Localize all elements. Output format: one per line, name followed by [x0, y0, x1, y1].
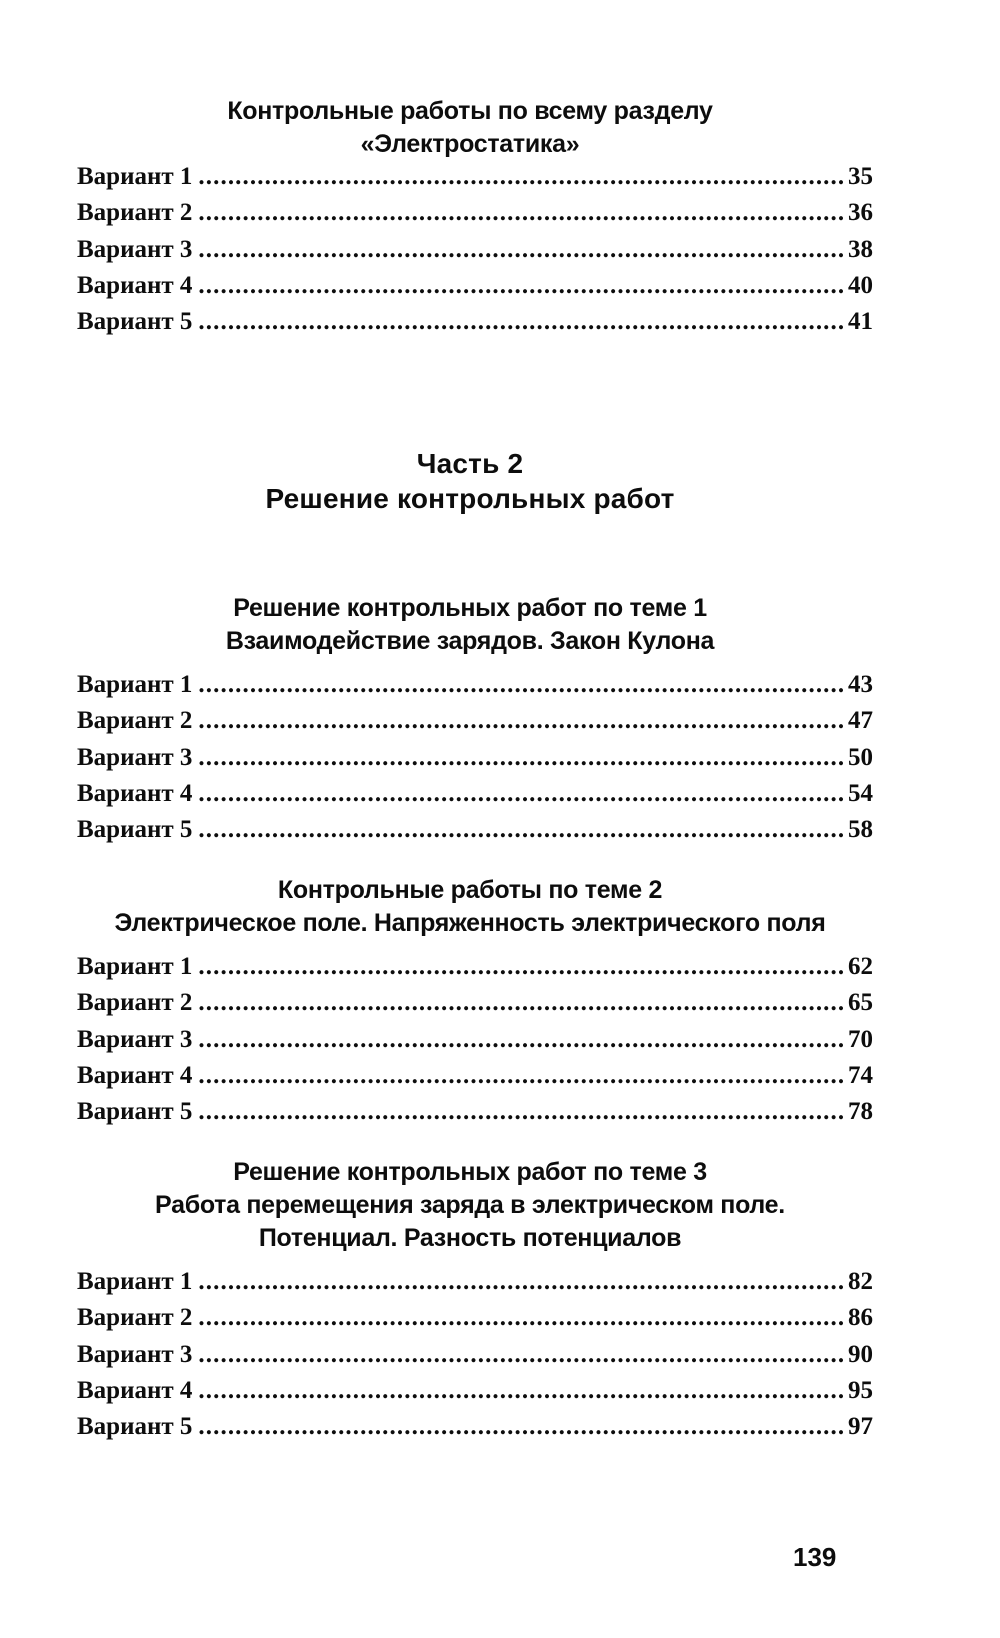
toc-entry: [77, 812, 873, 848]
toc-list-topic-1: [77, 667, 873, 848]
leader-dots: [198, 1300, 843, 1336]
leader-dots: [198, 232, 843, 268]
leader-dots: [198, 304, 843, 340]
section-heading-line: Взаимодействие зарядов. Закон Кулона: [225, 627, 715, 655]
page-number: 139: [793, 1542, 837, 1572]
toc-entry: [77, 703, 873, 739]
section-heading-line: Решение контрольных работ по теме 3: [233, 1158, 707, 1186]
toc-entry-page: 90: [848, 1340, 873, 1368]
leader-dots: [198, 1337, 843, 1373]
toc-entry: [77, 1022, 873, 1058]
toc-entry-page: 50: [848, 743, 873, 771]
toc-entry-label: Вариант 1: [77, 1268, 193, 1295]
section-heading-line: Решение контрольных работ по теме 1: [233, 594, 707, 622]
toc-entry-page: 43: [848, 671, 873, 698]
leader-dots: [198, 703, 843, 739]
leader-dots: [198, 812, 843, 848]
leader-dots: [198, 268, 843, 304]
toc-entry-page: 36: [848, 199, 873, 227]
section-heading-line: Электрическое поле. Напряженность электрического поля: [114, 909, 826, 937]
toc-entry-page: 35: [848, 163, 873, 190]
toc-entry-label: Вариант 5: [77, 1098, 193, 1126]
leader-dots: [198, 985, 843, 1021]
toc-entry: [77, 1300, 873, 1336]
toc-entry-label: Вариант 2: [77, 989, 193, 1017]
toc-entry-page: 47: [848, 707, 873, 735]
part-title-block: [60, 446, 880, 516]
toc-entry-page: 74: [848, 1061, 873, 1089]
toc-entry-page: 82: [848, 1268, 873, 1295]
toc-entry-page: 41: [848, 308, 873, 336]
toc-entry: [77, 159, 873, 195]
toc-entry: [77, 1058, 873, 1094]
toc-entry-page: 95: [848, 1376, 873, 1404]
toc-entry: [77, 1337, 873, 1373]
toc-entry-label: Вариант 3: [77, 743, 193, 771]
toc-entry-label: Вариант 2: [77, 1304, 193, 1332]
toc-entry: [77, 304, 873, 340]
toc-entry-label: Вариант 5: [77, 308, 193, 336]
toc-entry-label: Вариант 4: [77, 779, 193, 807]
section-heading-electrostatics: [60, 95, 880, 161]
part-number-label: Часть 2: [416, 448, 524, 479]
toc-entry-label: Вариант 5: [77, 1413, 193, 1441]
toc-entry: [77, 1264, 873, 1300]
toc-entry-label: Вариант 4: [77, 1061, 193, 1089]
toc-entry-label: Вариант 1: [77, 953, 193, 980]
toc-entry: [77, 1094, 873, 1130]
toc-entry: [77, 232, 873, 268]
toc-entry-page: 86: [848, 1304, 873, 1332]
leader-dots: [198, 1022, 843, 1058]
toc-entry-label: Вариант 5: [77, 816, 193, 844]
toc-list-electrostatics: [77, 159, 873, 340]
toc-entry-page: 78: [848, 1098, 873, 1126]
section-heading-topic-2: [60, 874, 880, 940]
section-heading-topic-3: [60, 1156, 880, 1255]
leader-dots: [198, 1094, 843, 1130]
leader-dots: [198, 776, 843, 812]
leader-dots: [198, 159, 843, 195]
toc-entry: [77, 740, 873, 776]
leader-dots: [198, 949, 843, 985]
toc-entry-label: Вариант 2: [77, 707, 193, 735]
section-heading-topic-1: [60, 592, 880, 658]
toc-entry: [77, 195, 873, 231]
toc-entry-page: 58: [848, 816, 873, 844]
section-heading-line: Контрольные работы по всему разделу: [227, 97, 713, 125]
leader-dots: [198, 667, 843, 703]
toc-entry: [77, 1409, 873, 1445]
toc-entry-label: Вариант 1: [77, 163, 193, 190]
leader-dots: [198, 1264, 843, 1300]
toc-entry-label: Вариант 3: [77, 1025, 193, 1053]
toc-list-topic-3: [77, 1264, 873, 1445]
toc-entry-page: 97: [848, 1413, 873, 1441]
toc-entry: [77, 667, 873, 703]
toc-entry-label: Вариант 3: [77, 1340, 193, 1368]
toc-entry-page: 65: [848, 989, 873, 1017]
toc-entry-page: 40: [848, 271, 873, 299]
section-heading-line: «Электростатика»: [360, 130, 580, 158]
toc-entry: [77, 985, 873, 1021]
toc-entry-label: Вариант 3: [77, 235, 193, 263]
section-heading-line: Контрольные работы по теме 2: [277, 876, 663, 904]
toc-entry-page: 54: [848, 779, 873, 807]
toc-entry-page: 38: [848, 235, 873, 263]
leader-dots: [198, 1409, 843, 1445]
section-heading-line: Потенциал. Разность потенциалов: [258, 1224, 682, 1252]
toc-entry-label: Вариант 2: [77, 199, 193, 227]
toc-entry-page: 70: [848, 1025, 873, 1053]
leader-dots: [198, 195, 843, 231]
toc-entry-label: Вариант 4: [77, 1376, 193, 1404]
toc-entry: [77, 949, 873, 985]
leader-dots: [198, 740, 843, 776]
toc-entry: [77, 268, 873, 304]
part-title: Решение контрольных работ: [265, 483, 675, 514]
leader-dots: [198, 1373, 843, 1409]
section-heading-line: Работа перемещения заряда в электрическом поле.: [155, 1191, 785, 1219]
toc-entry: [77, 1373, 873, 1409]
toc-list-topic-2: [77, 949, 873, 1130]
toc-entry-label: Вариант 1: [77, 671, 193, 698]
toc-entry: [77, 776, 873, 812]
toc-entry-label: Вариант 4: [77, 271, 193, 299]
toc-entry-page: 62: [848, 953, 873, 980]
leader-dots: [198, 1058, 843, 1094]
